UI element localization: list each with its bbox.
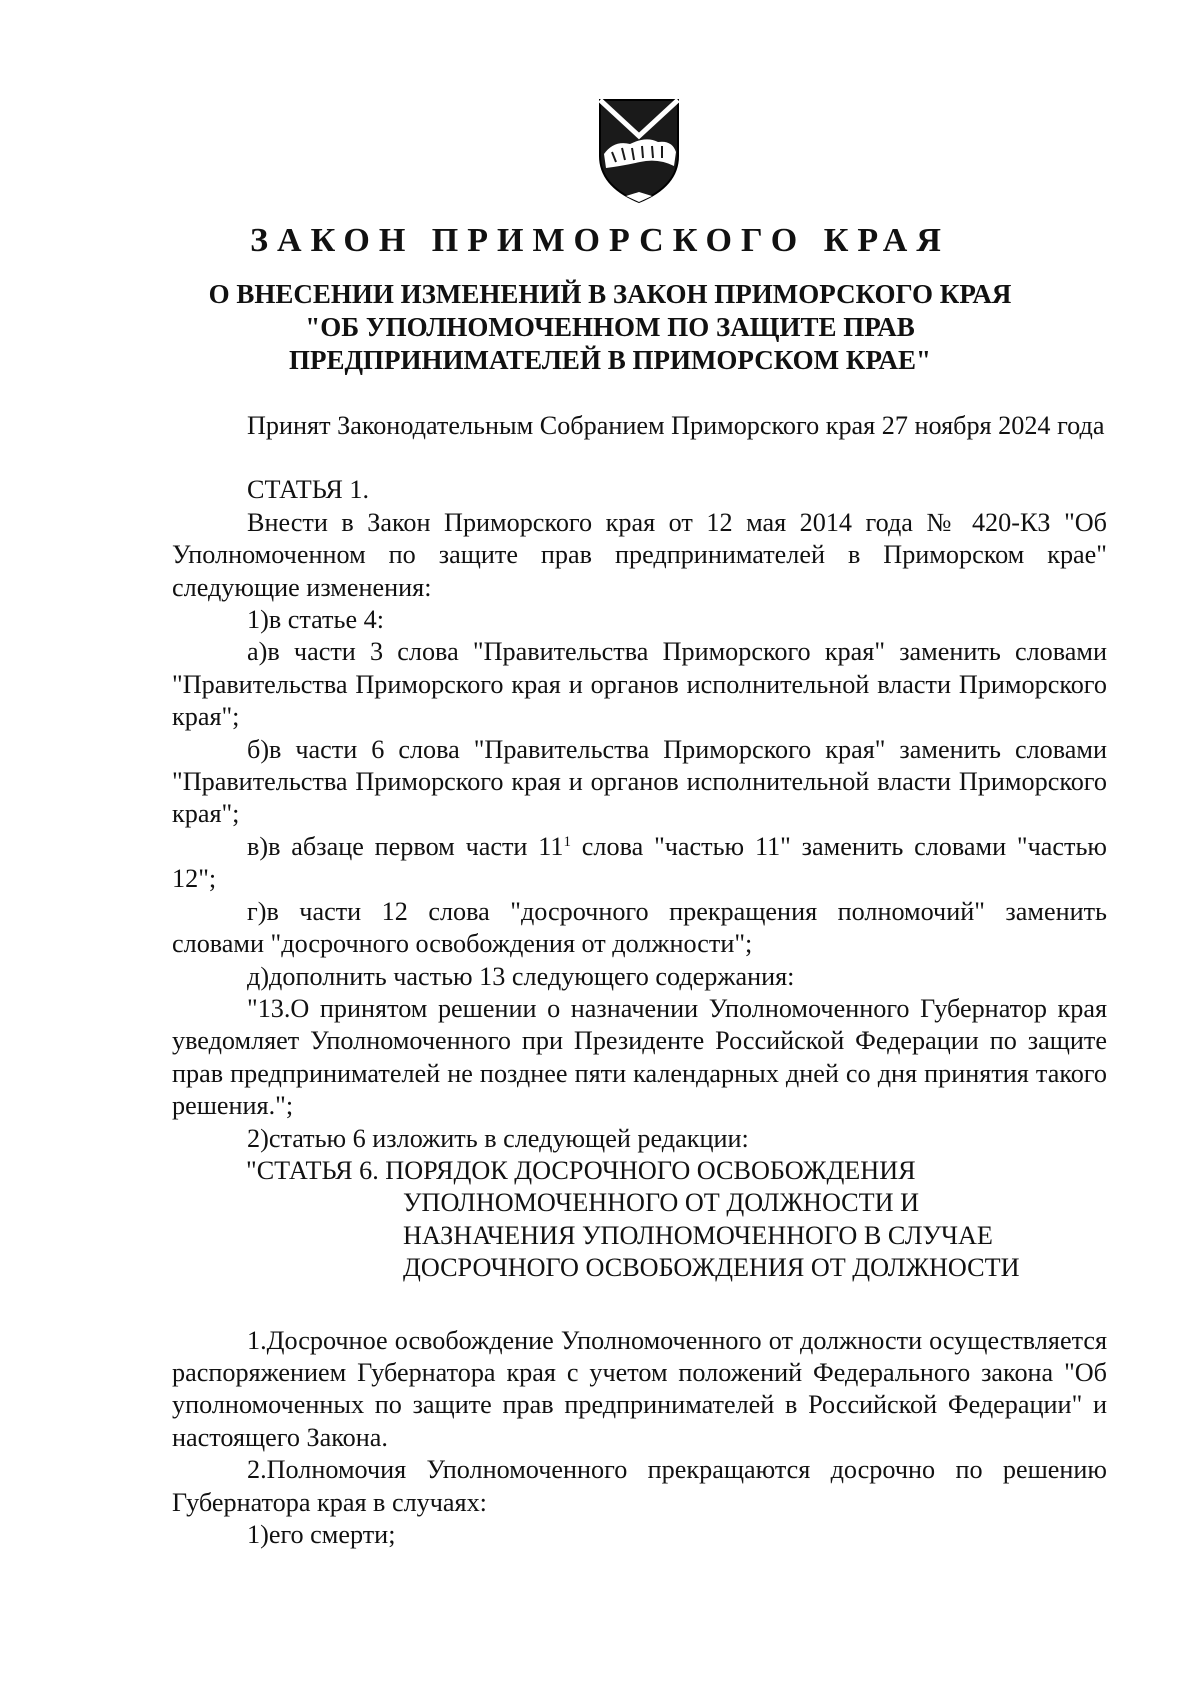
subitem-v-text: в)в абзаце первом части 11 — [247, 831, 564, 861]
item-2: 2)статью 6 изложить в следующей редакции: — [247, 1123, 749, 1153]
article-6-title-line: "СТАТЬЯ 6. ПОРЯДОК ДОСРОЧНОГО ОСВОБОЖДЕНИЯ — [246, 1155, 916, 1185]
part-13-quote: "13.О принятом решении о назначении Уполномоченного Губернатор края уведомляет Уполномоченного при Президенте Российской Федерации по защите прав предпринимателей не позднее пяти календарных дней со дня принятия такого решения."; — [172, 993, 1107, 1121]
article-6-title-line: ДОСРОЧНОГО ОСВОБОЖДЕНИЯ ОТ ДОЛЖНОСТИ — [403, 1253, 1020, 1283]
article-6-title-line: НАЗНАЧЕНИЯ УПОЛНОМОЧЕННОГО В СЛУЧАЕ — [403, 1220, 993, 1250]
subitem-a: а)в части 3 слова "Правительства Приморского края" заменить словами "Правительства Приморского края и органов исполнительной власти Приморского края"; — [172, 637, 1107, 732]
article-1-intro: Внести в Закон Приморского края от 12 мая 2014 года № 420-КЗ "Об Уполномоченном по защите прав предпринимателей в Приморском крае" следующие изменения: — [172, 507, 1107, 602]
article-1-heading: СТАТЬЯ 1. — [247, 475, 370, 505]
subitem-v — [172, 831, 1107, 896]
subtitle-line: ПРЕДПРИНИМАТЕЛЕЙ В ПРИМОРСКОМ КРАЕ" — [288, 345, 932, 375]
article-6-title-line: УПОЛНОМОЧЕННОГО ОТ ДОЛЖНОСТИ И — [403, 1188, 920, 1218]
article-6-item-1: 1)его смерти; — [247, 1520, 396, 1549]
article-6-paragraph-1: 1.Досрочное освобождение Уполномоченного от должности осуществляется распоряжением Губернатора края с учетом положений Федерального закона "Об уполномоченных по защите прав предпринимателей в Российской Федерации" и настоящего Закона. — [172, 1325, 1107, 1452]
superscript: 1 — [563, 833, 571, 850]
item-1: 1)в статье 4: — [247, 605, 384, 635]
subitem-d: д)дополнить частью 13 следующего содержания: — [247, 961, 795, 991]
law-title: ЗАКОН ПРИМОРСКОГО КРАЯ — [250, 222, 950, 259]
article-6-paragraph-2: 2.Полномочия Уполномоченного прекращаются досрочно по решению Губернатора края в случаях: — [172, 1455, 1107, 1517]
subitem-g: г)в части 12 слова "досрочного прекращения полномочий" заменить словами "досрочного освобождения от должности"; — [172, 896, 1107, 959]
coat-of-arms-icon — [596, 96, 682, 206]
law-body — [172, 410, 1107, 1551]
subitem-b: б)в части 6 слова "Правительства Приморского края" заменить словами "Правительства Приморского края и органов исполнительной власти Приморского края"; — [172, 734, 1107, 829]
subtitle-line: "ОБ УПОЛНОМОЧЕННОМ ПО ЗАЩИТЕ ПРАВ — [305, 312, 915, 342]
subtitle-line: О ВНЕСЕНИИ ИЗМЕНЕНИЙ В ЗАКОН ПРИМОРСКОГО КРАЯ — [208, 279, 1012, 309]
article-6-title — [246, 1155, 1107, 1285]
law-subtitle — [150, 278, 1070, 377]
subitem-v-text: слова "частью 11" заменить словами "частью 12"; — [172, 831, 1107, 894]
adoption-note: Принят Законодательным Собранием Приморского края 27 ноября 2024 года — [247, 411, 1105, 440]
